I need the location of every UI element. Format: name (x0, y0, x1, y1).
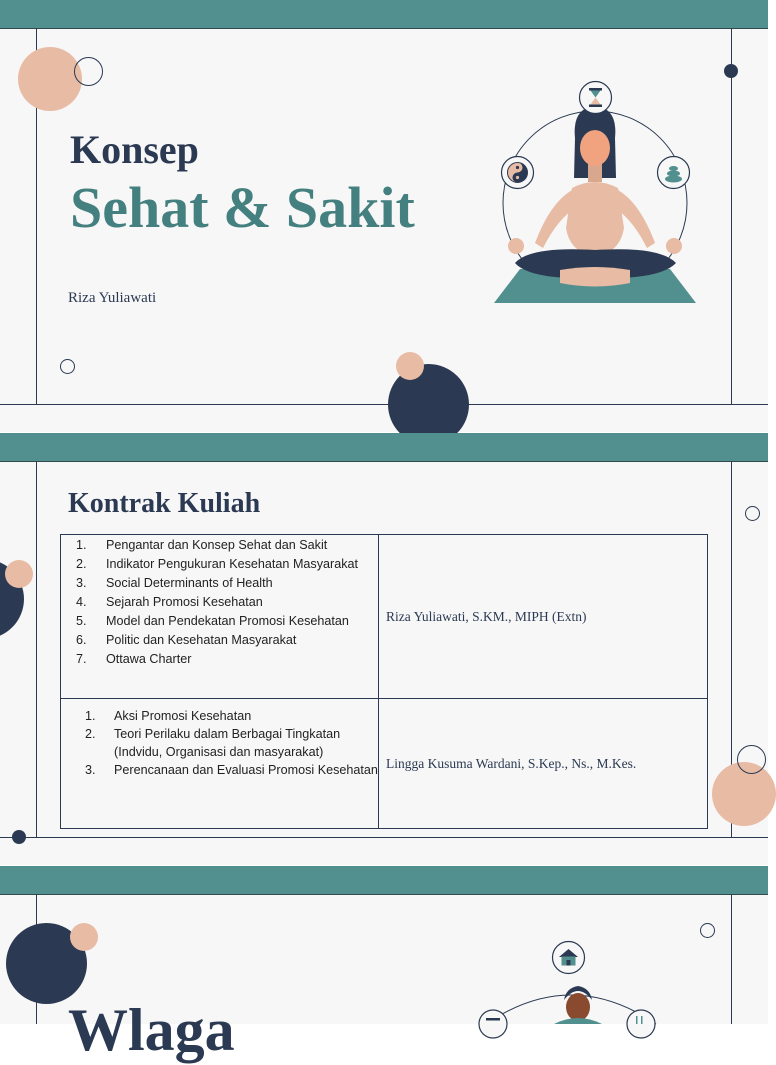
item-text: Perencanaan dan Evaluasi Promosi Kesehatan (114, 763, 378, 777)
title-sehat-sakit: Sehat & Sakit (70, 175, 415, 240)
slide-title: Kontrak Kuliah (68, 488, 261, 519)
item-number: 2. (76, 557, 87, 571)
item-number: 1. (85, 709, 96, 723)
list-item (61, 536, 378, 555)
item-text: Politic dan Kesehatan Masyarakat (106, 633, 297, 647)
item-number: 2. (85, 727, 96, 741)
lecturer-name: Riza Yuliawati, S.KM., MIPH (Extn) (379, 535, 708, 699)
house-icon (551, 940, 586, 975)
stones-icon (656, 155, 691, 190)
author-name: Riza Yuliawati (68, 290, 157, 306)
decor-peach-circle (18, 47, 82, 111)
list-item (61, 707, 378, 725)
item-text: Ottawa Charter (106, 652, 192, 666)
slide-kontrak-kuliah (0, 433, 768, 865)
list-item (61, 612, 378, 631)
item-number: 6. (76, 633, 87, 647)
title-konsep: Konsep (70, 127, 199, 172)
decor-small-ring (745, 506, 760, 521)
table-row (61, 699, 708, 829)
decor-navy-dot (12, 830, 26, 844)
slide-header-band (0, 433, 768, 462)
slide-header-band (0, 0, 768, 29)
item-number: 5. (76, 614, 87, 628)
list-item (61, 761, 378, 779)
frame-line-bottom (0, 404, 768, 405)
decor-peach-small (396, 352, 424, 380)
item-text: Indikator Pengukuran Kesehatan Masyarakat (106, 557, 359, 571)
frame-line-left (36, 461, 37, 837)
decor-ring (737, 745, 766, 774)
list-item (61, 650, 378, 669)
topic-list (61, 536, 378, 669)
topics-cell (61, 535, 379, 699)
item-text: Social Determinants of Health (106, 576, 273, 590)
list-item (61, 631, 378, 650)
item-text: Teori Perilaku dalam Berbagai Tingkatan (Indvidu, Organisasi dan masyarakat) (114, 727, 341, 759)
item-number: 1. (76, 538, 87, 552)
decor-peach-small (5, 560, 33, 588)
list-item (61, 555, 378, 574)
item-number: 3. (76, 576, 87, 590)
decor-peach-small (70, 923, 98, 951)
item-number: 7. (76, 652, 87, 666)
slide-header-band (0, 866, 768, 895)
hourglass-icon (578, 80, 613, 115)
frame-line-right (731, 894, 732, 1024)
item-text: Aksi Promosi Kesehatan (114, 709, 252, 723)
decor-ring (74, 57, 103, 86)
table-row (61, 535, 708, 699)
kontrak-table (60, 534, 708, 829)
item-number: 3. (85, 763, 96, 777)
item-text: Pengantar dan Konsep Sehat dan Sakit (106, 538, 328, 552)
list-item (61, 574, 378, 593)
slide-title-partial: Wlaga (68, 997, 235, 1063)
topics-cell (61, 699, 379, 829)
item-text: Model dan Pendekatan Promosi Kesehatan (106, 614, 349, 628)
decor-small-ring (700, 923, 715, 938)
yin-yang-icon (500, 155, 535, 190)
person-illustration (476, 984, 666, 1024)
item-number: 4. (76, 595, 87, 609)
decor-navy-dot (724, 64, 738, 78)
slide-title (0, 0, 768, 432)
topic-list (61, 707, 378, 779)
decor-small-ring (60, 359, 75, 374)
slide-partial (0, 866, 768, 1063)
frame-line-right (731, 28, 732, 404)
frame-line-bottom (0, 837, 768, 838)
list-item (61, 593, 378, 612)
list-item (61, 725, 378, 761)
item-text: Sejarah Promosi Kesehatan (106, 595, 263, 609)
lecturer-name: Lingga Kusuma Wardani, S.Kep., Ns., M.Kes. (379, 699, 708, 829)
